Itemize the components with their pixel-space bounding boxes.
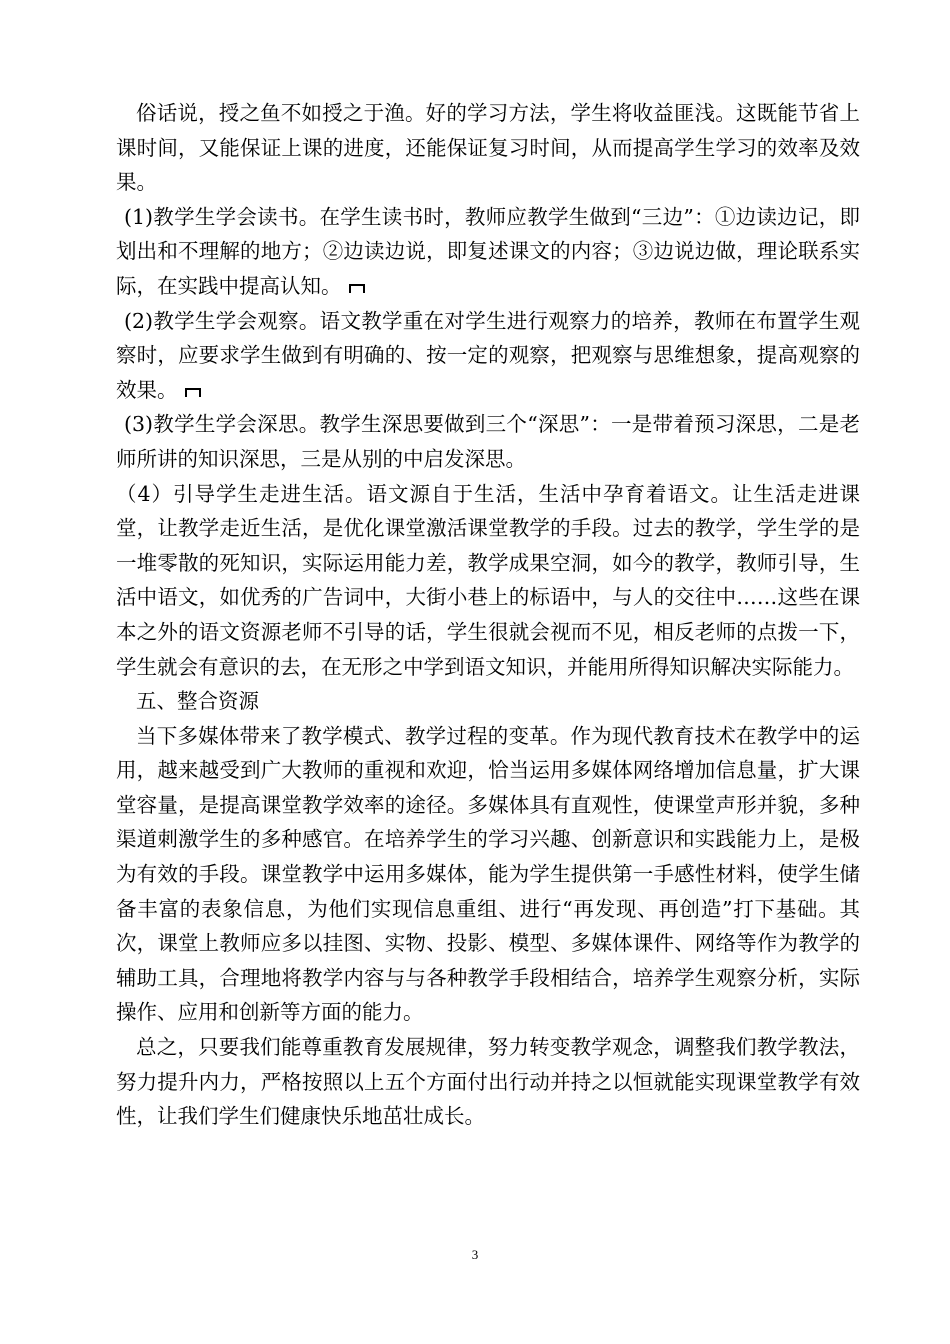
page-number: 3 [471,1247,479,1262]
paragraph-media: 当下多媒体带来了教学模式、教学过程的变革。作为现代教育技术在教学中的运用，越来越受到广大教师的重视和欢迎，恰当运用多媒体网络增加信息量，扩大课堂容量，是提高课堂教学效率的途径。多媒体具有直观性，使课堂声形并貌，多种渠道刺激学生的多种感官。在培养学生的学习兴趣、创新意识和实践能力上，是极为有效的手段。课堂教学中运用多媒体，能为学生提供第一手感性材料，使学生储备丰富的表象信息，为他们实现信息重组、进行“再发现、再创造”打下基础。其次，课堂上教师应多以挂图、实物、投影、模型、多媒体课件、网络等作为教学的辅助工具，合理地将教学内容与与各种教学手段相结合，培养学生观察分析，实际操作、应用和创新等方面的能力。 [116,723,860,1025]
paragraph-mark-icon [184,385,202,399]
paragraph-conclusion: 总之，只要我们能尊重教育发展规律，努力转变教学观念，调整我们教学教法，努力提升内力，严格按照以上五个方面付出行动并持之以恒就能实现课堂教学有效性，让我们学生们健康快乐地茁壮成长。 [116,1035,860,1129]
section-heading: 五、整合资源 [136,689,259,714]
paragraph-mark-icon [348,281,366,295]
paragraph-life: （4）引导学生走进生活。语文源自于生活，生活中孕育着语文。让生活走进课堂，让教学走近生活，是优化课堂激活课堂教学的手段。过去的教学，学生学的是一堆零散的死知识，实际运用能力差，教学成果空洞，如今的教学，教师引导，生活中语文，如优秀的广告词中，大街小巷上的标语中，与人的交往中……这些在课本之外的语文资源老师不引导的话，学生很就会视而不见，相反老师的点拨一下，学生就会有意识的去，在无形之中学到语文知识，并能用所得知识解决实际能力。 [116,481,860,679]
paragraph-read: (1)教学生学会读书。在学生读书时，教师应教学生做到“三边”：①边读边记，即划出和不理解的地方；②边读边说，即复述课文的内容；③边说边做，理论联系实际，在实践中提高认知。 [116,204,860,298]
paragraph-intro: 俗话说，授之鱼不如授之于渔。好的学习方法，学生将收益匪浅。这既能节省上课时间，又能保证上课的进度，还能保证复习时间，从而提高学生学习的效率及效果。 [116,101,860,195]
paragraph-think: (3)教学生学会深思。教学生深思要做到三个“深思”：一是带着预习深思，二是老师所讲的知识深思，三是从别的中启发深思。 [116,412,860,471]
document-body [116,96,860,1134]
paragraph-observe: (2)教学生学会观察。语文教学重在对学生进行观察力的培养，教师在布置学生观察时，应要求学生做到有明确的、按一定的观察，把观察与思维想象，提高观察的效果。 [116,308,860,402]
